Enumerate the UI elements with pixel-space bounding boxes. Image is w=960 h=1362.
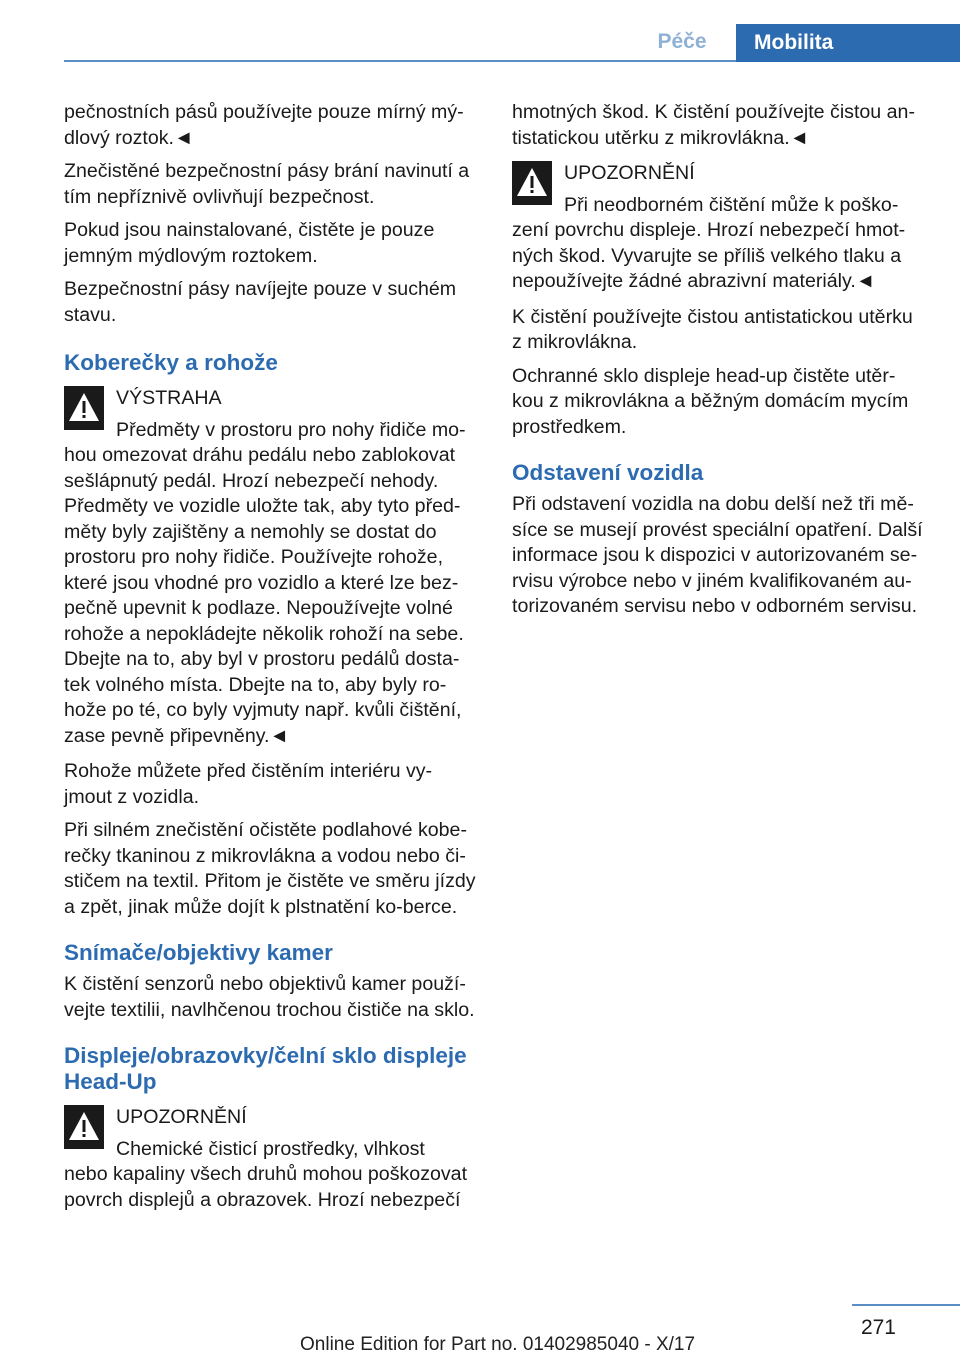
tab-mobility[interactable]: Mobilita	[736, 24, 960, 62]
page-number: 271	[860, 1316, 896, 1339]
section-heading-parking: Odstavení vozidla	[512, 460, 704, 485]
notice-text: zení povrchu displeje. Hrozí nebezpečí hmot-ných škod. Vyvarujte se příliš velkého tlaku a nepoužívejte žádné abrazivní materiály.◄	[512, 219, 906, 292]
paragraph: K čistění senzorů nebo objektivů kamer použí-vejte textilii, navlhčenou trochou čističe na sklo.	[64, 973, 475, 1021]
notice-text: nebo kapaliny všech druhů mohou poškozovat povrch displejů a obrazovek. Hrozí nebezpečí	[64, 1163, 468, 1211]
warning-text-first-line: Předměty v prostoru pro nohy řidiče mo-	[116, 418, 466, 441]
warning-triangle-icon	[64, 386, 104, 430]
warning-triangle-icon	[64, 1105, 104, 1149]
section-heading-displays: Displeje/obrazovky/čelní sklo displeje Head-Up	[64, 1043, 467, 1094]
paragraph: Pokud jsou nainstalované, čistěte je pouze jemným mýdlovým roztokem.	[64, 219, 435, 267]
notice-block	[512, 161, 926, 295]
warning-triangle-icon	[512, 161, 552, 205]
left-column	[64, 100, 478, 1223]
paragraph: Při silném znečistění očistěte podlahové kobe-rečky tkaninou z mikrovlákna a vodou nebo či-stičem na textil. Přitom je čistěte ve směru jízdy a zpět, jinak může dojít k plstnatění ko-berce.	[64, 819, 476, 918]
notice-label: UPOZORNĚNÍ	[564, 162, 695, 184]
footer-rule	[852, 1304, 960, 1306]
notice-text-first-line: Při neodborném čištění může k poško-	[564, 193, 899, 216]
right-column	[512, 100, 926, 628]
notice-label: UPOZORNĚNÍ	[116, 1106, 247, 1128]
section-heading-mats: Koberečky a rohože	[64, 350, 278, 375]
warning-label: VÝSTRAHA	[116, 387, 222, 409]
section-heading-sensors: Snímače/objektivy kamer	[64, 940, 333, 965]
paragraph: Znečistěné bezpečnostní pásy brání navinutí a tím nepříznivě ovlivňují bezpečnost.	[64, 160, 470, 208]
paragraph: Při odstavení vozidla na dobu delší než tři mě-síce se musejí provést speciální opatření. Další informace jsou k dispozici v autorizovaném se-rvisu výrobce nebo v jiném kvalifikovaném au-torizovaném servisu nebo v odborném servisu.	[512, 493, 923, 617]
paragraph: pečnostních pásů používejte pouze mírný mý-dlový roztok.◄	[64, 101, 464, 149]
paragraph: hmotných škod. K čistění používejte čistou an-tistatickou utěrku z mikrovlákna.◄	[512, 101, 915, 149]
edition-note: Online Edition for Part no. 01402985040 - X/17	[300, 1334, 696, 1355]
paragraph: Bezpečnostní pásy navíjejte pouze v suchém stavu.	[64, 278, 457, 326]
notice-text-first-line: Chemické čisticí prostředky, vlhkost	[116, 1137, 425, 1160]
warning-block	[64, 386, 478, 749]
warning-text: hou omezovat dráhu pedálu nebo zablokovat sešlápnutý pedál. Hrozí nebezpečí nehody. Předměty ve vozidle uložte tak, aby tyto před-měty byly zajištěny a nemohly se dostat do prostoru pro nohy řidiče. Používejte rohože, které jsou vhodné pro vozidlo a které lze bez-pečně upevnit k podlaze. Nepoužívejte volné rohože a nepokládejte několik rohoží na sebe. Dbejte na to, aby byl v prostoru pedálů dosta-tek volného místa. Dbejte na to, aby byly ro-hože po té, co byly vyjmuty např. kvůli čištění, zase pevně připevněny.◄	[64, 444, 464, 747]
paragraph: Rohože můžete před čistěním interiéru vy-jmout z vozidla.	[64, 760, 433, 808]
notice-block	[64, 1105, 478, 1213]
tab-care[interactable]: Péče	[657, 30, 707, 53]
paragraph: K čistění používejte čistou antistatickou utěrku z mikrovlákna.	[512, 305, 913, 353]
paragraph: Ochranné sklo displeje head-up čistěte utěr-kou z mikrovlákna a běžným domácím mycím prostředkem.	[512, 364, 909, 438]
